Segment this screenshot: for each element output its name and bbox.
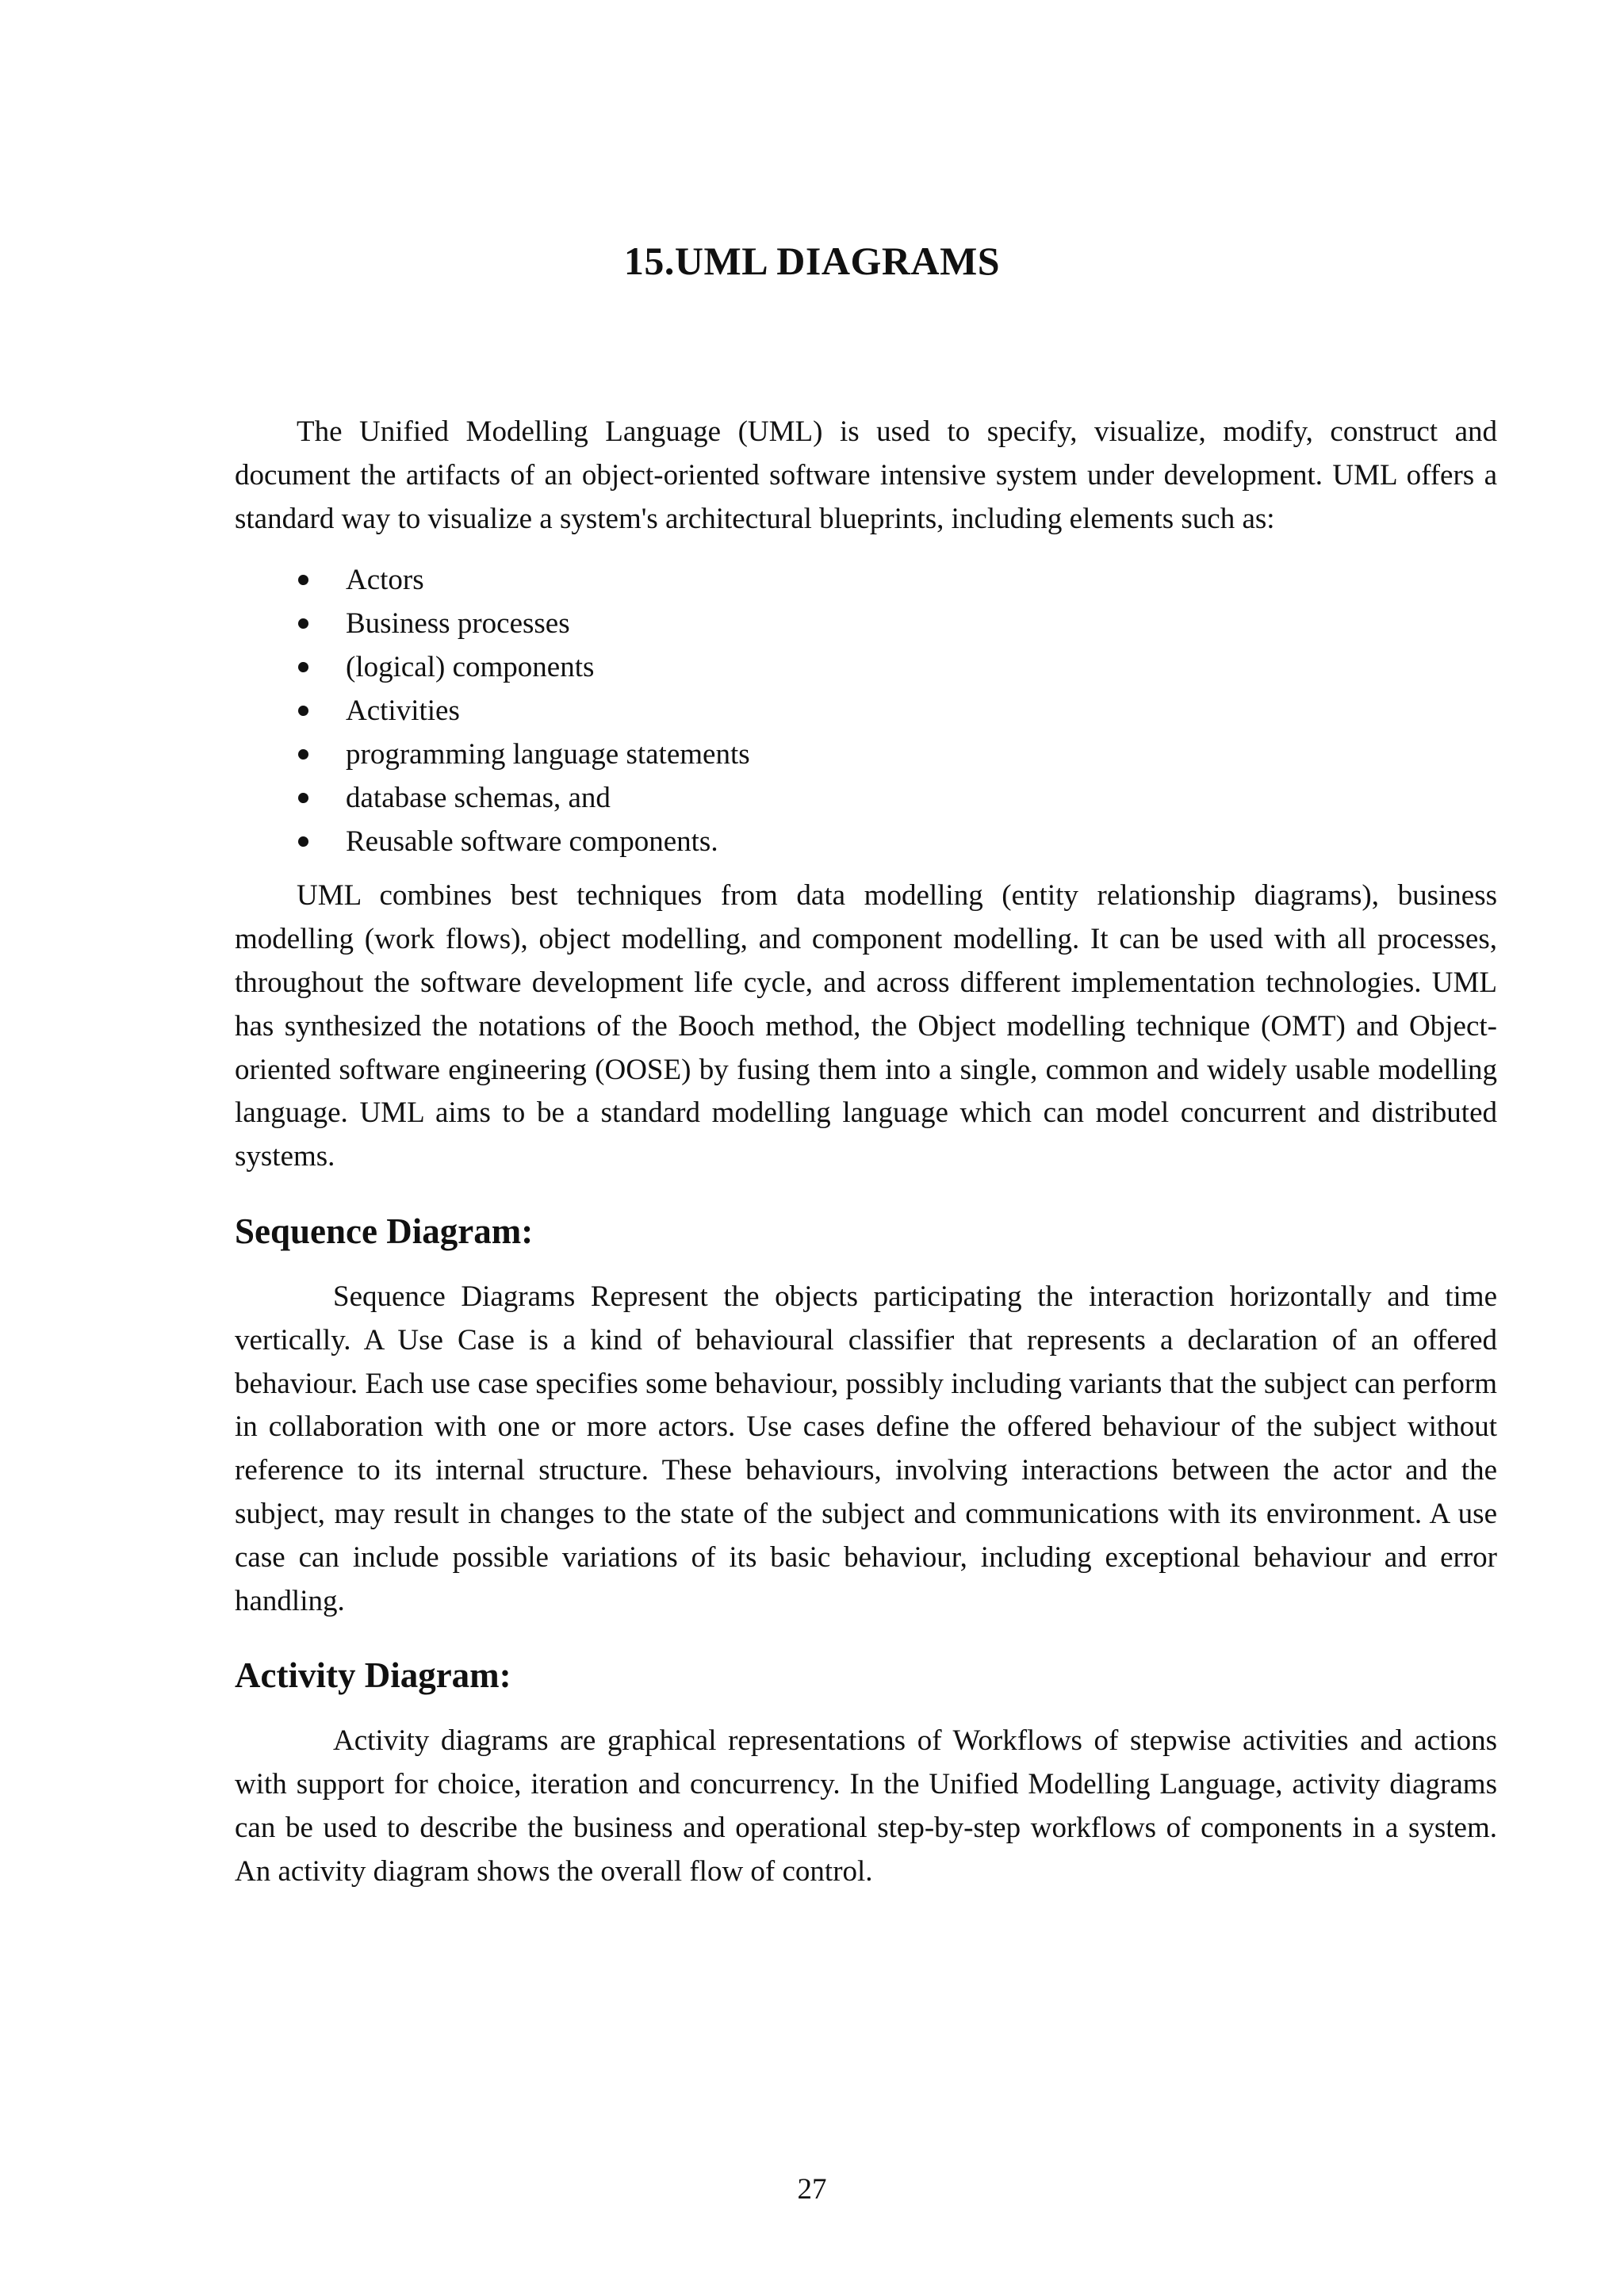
list-item	[235, 820, 1497, 863]
list-item-text: Actors	[346, 564, 424, 597]
activity-diagram-paragraph: Activity diagrams are graphical representations of Workflows of stepwise activities and actions with support for choice, iteration and concurrency. In the Unified Modelling Language, activity diagrams can be used to describe the business and operational step-by-step workflows of components in a system. An activity diagram shows the overall flow of control.	[235, 1724, 1497, 1888]
bullet-icon	[298, 749, 308, 760]
list-item	[235, 689, 1497, 733]
list-item-text: database schemas, and	[346, 782, 611, 815]
list-item-text: programming language statements	[346, 738, 750, 771]
list-item	[235, 645, 1497, 689]
list-item-text: Business processes	[346, 607, 570, 641]
list-item-text: (logical) components	[346, 651, 595, 684]
list-item	[235, 602, 1497, 645]
uml-elements-list	[235, 558, 1497, 863]
intro-paragraph: The Unified Modelling Language (UML) is used to specify, visualize, modify, construct and document the artifacts of an object-oriented software intensive system under development. UML offers a standard way to visualize a system's architectural blueprints, including elements such as:	[235, 415, 1497, 535]
list-item-text: Reusable software components.	[346, 825, 718, 859]
bullet-icon	[298, 793, 308, 803]
list-item	[235, 733, 1497, 776]
list-item-text: Activities	[346, 695, 460, 728]
bullet-icon	[298, 662, 308, 672]
page-title: 15.UML DIAGRAMS	[623, 239, 1001, 283]
list-item	[235, 776, 1497, 820]
sequence-diagram-heading: Sequence Diagram:	[235, 1211, 534, 1251]
bullet-icon	[298, 618, 308, 629]
list-item	[235, 558, 1497, 602]
bullet-icon	[298, 836, 308, 847]
page-number: 27	[797, 2173, 827, 2206]
activity-diagram-heading: Activity Diagram:	[235, 1655, 511, 1696]
bullet-icon	[298, 706, 308, 716]
bullet-icon	[298, 575, 308, 585]
combines-paragraph: UML combines best techniques from data modelling (entity relationship diagrams), business modelling (work flows), object modelling, and component modelling. It can be used with all processes, throughout the software development life cycle, and across different implementation technologies. UML has synthesized the notations of the Booch method, the Object modelling technique (OMT) and Object-oriented software engineering (OOSE) by fusing them into a single, common and widely usable modelling language. UML aims to be a standard modelling language which can model concurrent and distributed systems.	[235, 879, 1497, 1173]
sequence-diagram-paragraph: Sequence Diagrams Represent the objects participating the interaction horizontally and time vertically. A Use Case is a kind of behavioural classifier that represents a declaration of an offered behaviour. Each use case specifies some behaviour, possibly including variants that the subject can perform in collaboration with one or more actors. Use cases define the offered behaviour of the subject without reference to its internal structure. These behaviours, involving interactions between the actor and the subject, may result in changes to the state of the subject and communications with its environment. A use case can include possible variations of its basic behaviour, including exceptional behaviour and error handling.	[235, 1280, 1497, 1617]
page-content	[235, 411, 1497, 1894]
